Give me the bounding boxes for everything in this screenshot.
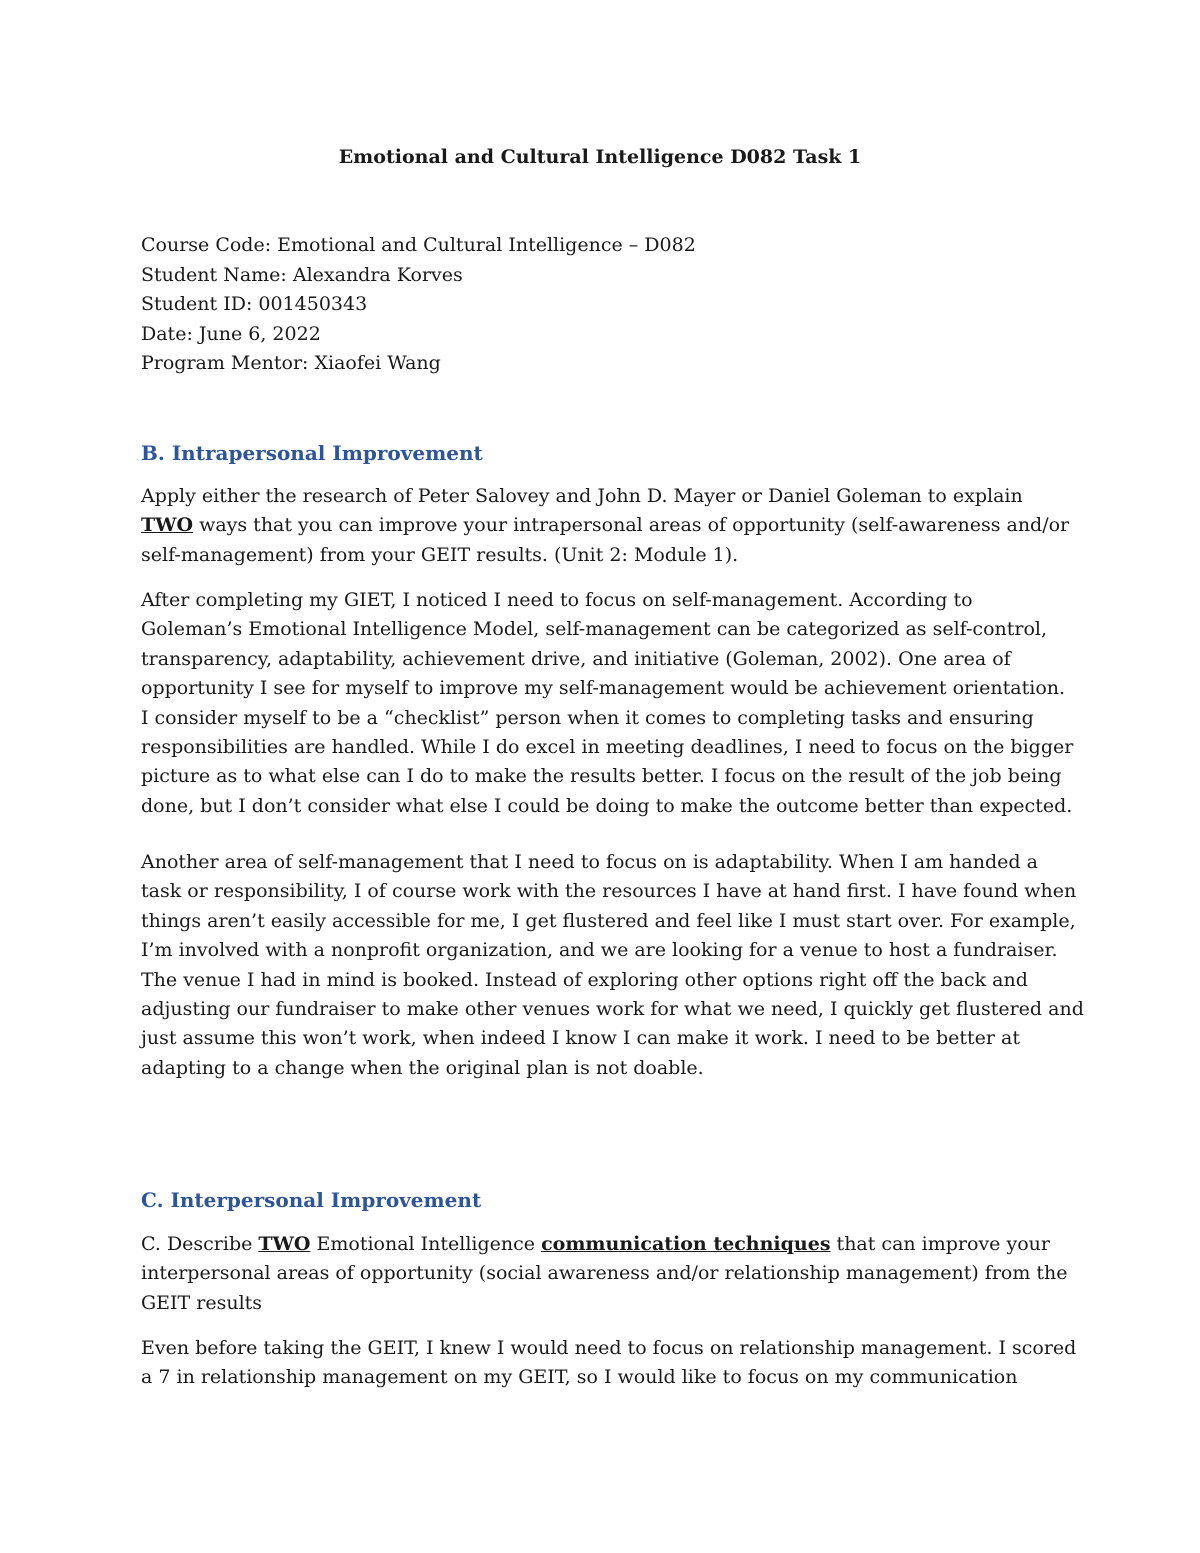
program-mentor: Program Mentor: Xiaofei Wang [141, 352, 441, 374]
emphasis-two: TWO [258, 1233, 311, 1255]
student-id: Student ID: 001450343 [141, 293, 368, 315]
paragraph-line: adapting to a change when the original plan is not doable. [141, 1056, 704, 1079]
document-title: Emotional and Cultural Intelligence D082 Task 1 [338, 146, 862, 168]
section-c-prompt-text: that can improve your [830, 1233, 1050, 1255]
paragraph-line: Even before taking the GEIT, I knew I would need to focus on relationship management. I scored [141, 1337, 1077, 1359]
emphasis-two: TWO [141, 514, 194, 537]
paragraph-line: opportunity I see for myself to improve my self-management would be achievement orientation. [141, 677, 1066, 700]
paragraph-line: things aren’t easily accessible for me, I get flustered and feel like I must start over. For example, [141, 909, 1076, 932]
section-b-prompt-line: Apply either the research of Peter Salovey and John D. Mayer or Daniel Goleman to explain [141, 485, 1023, 507]
paragraph-line: Another area of self-management that I need to focus on is adaptability. When I am handed a [141, 851, 1038, 873]
student-name: Student Name: Alexandra Korves [141, 263, 463, 286]
paragraph-line: task or responsibility, I of course work with the resources I have at hand first. I have found when [141, 880, 1077, 903]
section-c-prompt [141, 1230, 1101, 1318]
section-c-heading: C. Interpersonal Improvement [141, 1188, 482, 1212]
section-b-paragraph-2 [141, 848, 1101, 1083]
paragraph-line: After completing my GIET, I noticed I need to focus on self-management. According to [141, 589, 973, 611]
paragraph-line: The venue I had in mind is booked. Instead of exploring other options right off the back and [141, 968, 1028, 991]
section-b-prompt-line: self-management) from your GEIT results. (Unit 2: Module 1). [141, 543, 739, 566]
document-metadata [141, 231, 696, 379]
paragraph-line: just assume this won’t work, when indeed I know I can make it work. I need to be better at [141, 1027, 1021, 1050]
section-c-prompt-text: C. Describe [141, 1233, 259, 1255]
section-c-paragraph-1 [141, 1334, 1101, 1393]
section-b-paragraph-1 [141, 586, 1101, 821]
course-code: Course Code: Emotional and Cultural Intelligence – D082 [141, 234, 696, 256]
paragraph-line: Goleman’s Emotional Intelligence Model, self-management can be categorized as self-control, [141, 618, 1048, 641]
section-c-prompt-text: Emotional Intelligence [310, 1233, 542, 1255]
section-b-prompt [141, 482, 1101, 570]
paragraph-line: I’m involved with a nonprofit organization, and we are looking for a venue to host a fundraiser. [141, 939, 1058, 962]
section-c-prompt-line [141, 1230, 1101, 1259]
submission-date: Date: June 6, 2022 [141, 322, 321, 345]
paragraph-line: a 7 in relationship management on my GEIT, so I would like to focus on my communication [141, 1366, 1018, 1389]
paragraph-line: transparency, adaptability, achievement drive, and initiative (Goleman, 2002). One area of [141, 647, 1011, 670]
section-c-prompt-line: GEIT results [141, 1291, 263, 1314]
section-b-prompt-text: ways that you can improve your intrapersonal areas of opportunity (self-awareness and/or [193, 514, 1070, 537]
paragraph-line: picture as to what else can I do to make the results better. I focus on the result of the job being [141, 765, 1062, 788]
paragraph-line: done, but I don’t consider what else I could be doing to make the outcome better than expected. [141, 794, 1073, 817]
paragraph-line: adjusting our fundraiser to make other venues work for what we need, I quickly get flustered and [141, 998, 1084, 1021]
section-b-heading: B. Intrapersonal Improvement [141, 441, 483, 465]
paragraph-line: responsibilities are handled. While I do excel in meeting deadlines, I need to focus on the bigger [141, 736, 1074, 759]
paragraph-line: I consider myself to be a “checklist” person when it comes to completing tasks and ensuring [141, 706, 1034, 729]
section-b-prompt-line [141, 511, 1101, 540]
section-c-prompt-line: interpersonal areas of opportunity (social awareness and/or relationship management) from the [141, 1262, 1068, 1285]
emphasis-communication-techniques: communication techniques [541, 1233, 831, 1255]
